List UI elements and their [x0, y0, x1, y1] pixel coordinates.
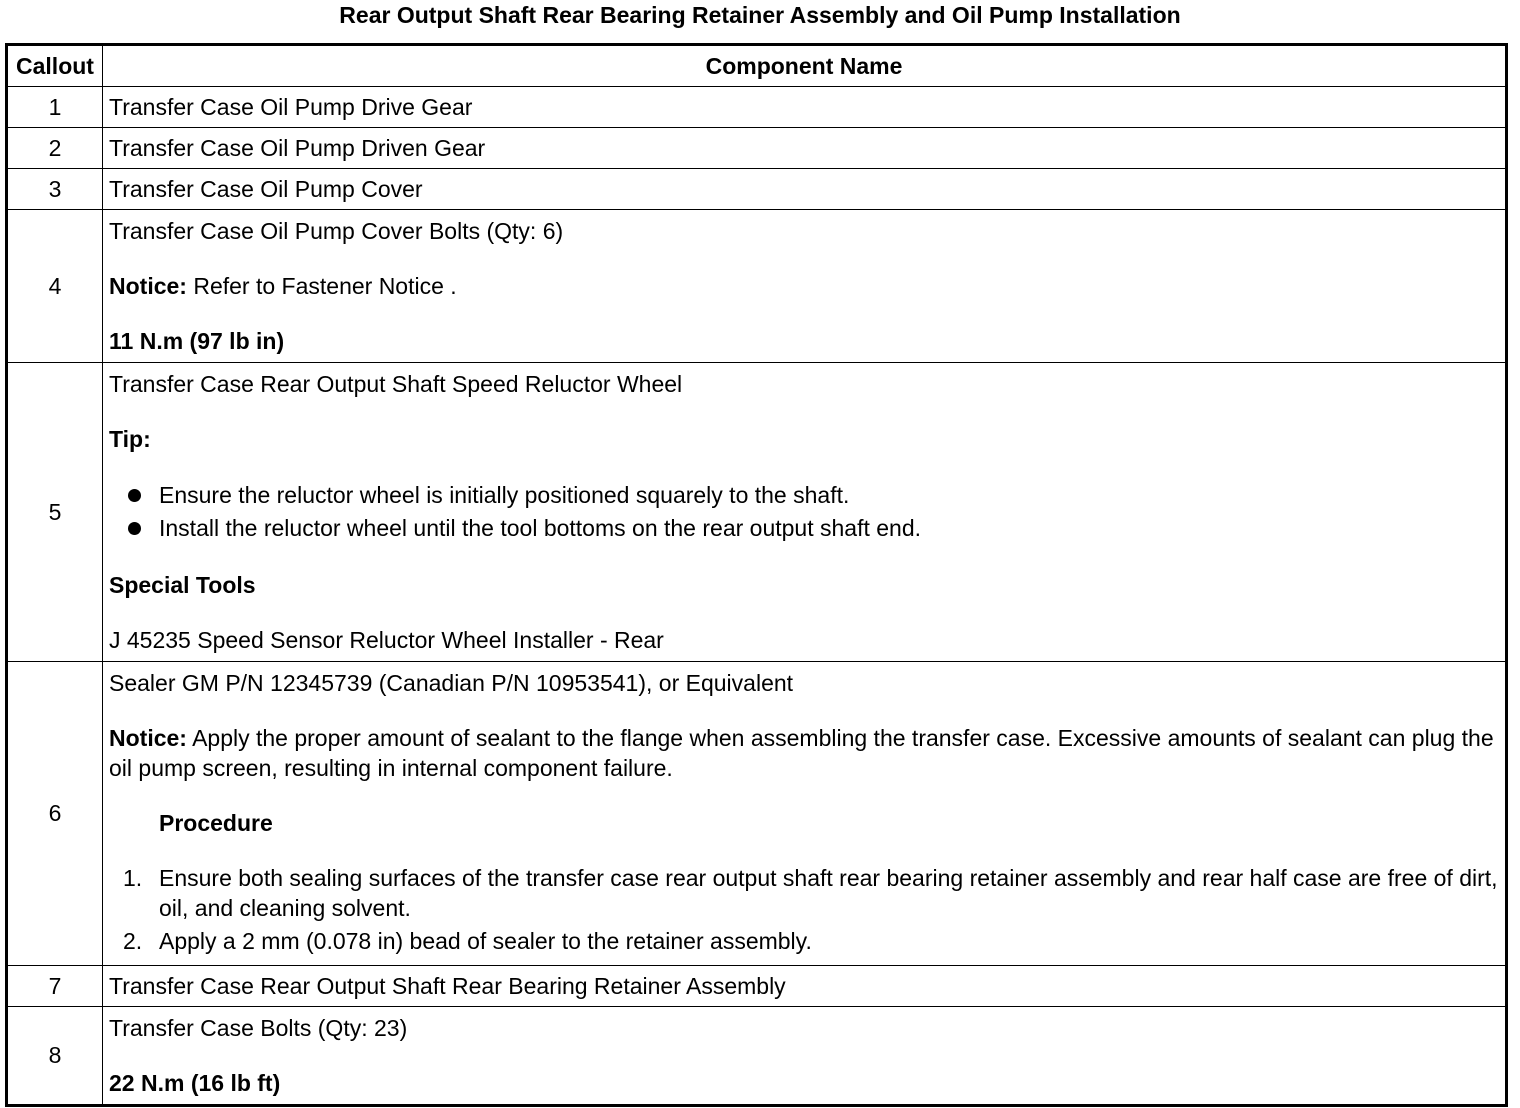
notice-text: Refer to Fastener Notice .	[186, 273, 457, 299]
components-table	[5, 43, 1508, 1107]
step-text: Apply a 2 mm (0.078 in) bead of sealer to the retainer assembly.	[159, 928, 812, 954]
table-row	[7, 210, 1507, 363]
list-item	[109, 479, 1499, 512]
step-number: 2.	[123, 928, 143, 954]
tip-label: Tip:	[109, 426, 151, 452]
component-name-cell: Transfer Case Rear Output Shaft Rear Bearing Retainer Assembly	[103, 966, 1507, 1007]
callout-cell: 5	[7, 363, 103, 662]
bullet-icon	[128, 522, 141, 535]
list-item	[109, 512, 1499, 545]
component-detail-cell	[103, 210, 1507, 363]
component-name: Transfer Case Oil Pump Cover Bolts (Qty: 6)	[109, 218, 564, 244]
list-item	[109, 863, 1499, 923]
component-detail-cell	[103, 363, 1507, 662]
list-item-text: Ensure the reluctor wheel is initially positioned squarely to the shaft.	[159, 482, 850, 508]
callout-cell: 7	[7, 966, 103, 1007]
torque-spec: 11 N.m (97 lb in)	[109, 328, 285, 354]
component-name-cell: Transfer Case Oil Pump Driven Gear	[103, 128, 1507, 169]
callout-cell: 1	[7, 87, 103, 128]
step-number: 1.	[123, 865, 143, 891]
callout-cell: 6	[7, 662, 103, 966]
notice-label: Notice:	[109, 725, 187, 751]
torque-spec: 22 N.m (16 lb ft)	[109, 1070, 281, 1096]
component-detail-cell	[103, 662, 1507, 966]
table-row	[7, 128, 1507, 169]
list-item-text: Install the reluctor wheel until the tool bottoms on the rear output shaft end.	[159, 515, 922, 541]
notice-text: Apply the proper amount of sealant to the flange when assembling the transfer case. Excessive amounts of sealant can plug the oil pump screen, resulting in internal component failure.	[109, 725, 1494, 781]
callout-cell: 8	[7, 1007, 103, 1106]
list-item	[109, 926, 1499, 956]
callout-cell: 2	[7, 128, 103, 169]
procedure-steps	[109, 863, 1499, 956]
callout-cell: 3	[7, 169, 103, 210]
callout-cell: 4	[7, 210, 103, 363]
component-name: Transfer Case Rear Output Shaft Speed Reluctor Wheel	[109, 371, 683, 397]
table-row	[7, 87, 1507, 128]
component-name-cell: Transfer Case Oil Pump Cover	[103, 169, 1507, 210]
component-name: Sealer GM P/N 12345739 (Canadian P/N 10953541), or Equivalent	[109, 670, 794, 696]
special-tool: J 45235 Speed Sensor Reluctor Wheel Installer - Rear	[109, 627, 664, 653]
component-name: Transfer Case Bolts (Qty: 23)	[109, 1015, 408, 1041]
bullet-icon	[128, 489, 141, 502]
special-tools-label: Special Tools	[109, 572, 256, 598]
table-row	[7, 662, 1507, 966]
table-row	[7, 1007, 1507, 1106]
notice	[109, 723, 1499, 783]
component-detail-cell	[103, 1007, 1507, 1106]
page-title: Rear Output Shaft Rear Bearing Retainer Assembly and Oil Pump Installation	[339, 2, 1181, 28]
table-row	[7, 363, 1507, 662]
notice-label: Notice:	[109, 273, 187, 299]
table-header-row	[7, 45, 1507, 87]
callout-header: Callout	[7, 45, 103, 87]
component-name-cell: Transfer Case Oil Pump Drive Gear	[103, 87, 1507, 128]
procedure-heading: Procedure	[159, 810, 273, 836]
step-text: Ensure both sealing surfaces of the transfer case rear output shaft rear bearing retainer assembly and rear half case are free of dirt, oil, and cleaning solvent.	[159, 865, 1498, 921]
component-name-header: Component Name	[103, 45, 1507, 87]
table-row	[7, 966, 1507, 1007]
notice	[109, 271, 1499, 301]
table-row	[7, 169, 1507, 210]
tip-list	[109, 479, 1499, 545]
